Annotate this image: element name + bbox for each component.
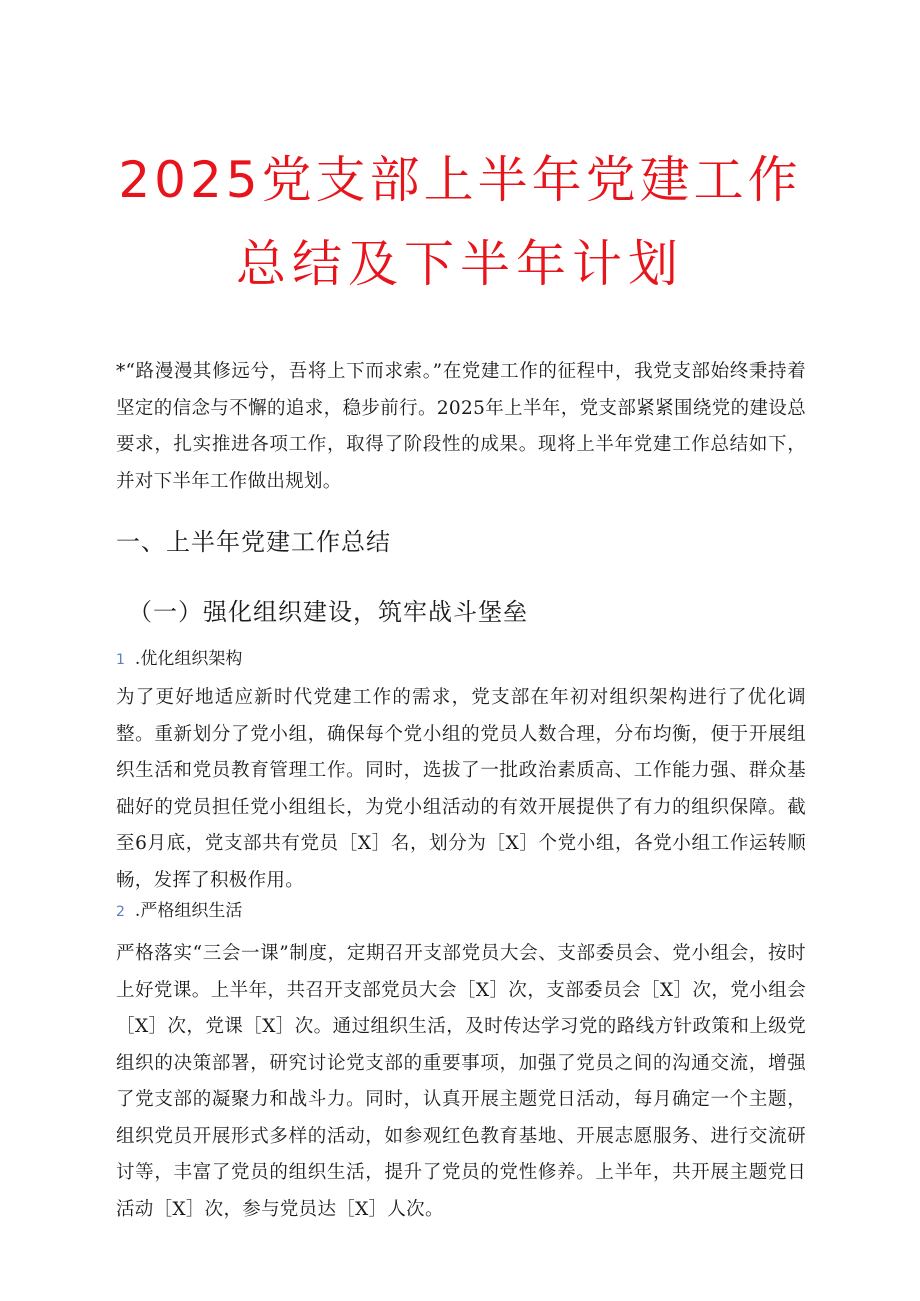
document-title-line1: 2025党支部上半年党建工作: [118, 151, 802, 209]
item-title: .严格组织生活: [134, 901, 243, 921]
list-number: 2: [116, 904, 125, 920]
body-paragraph: 为了更好地适应新时代党建工作的需求，党支部在年初对组织架构进行了优化调整。重新划分了党小组，确保每个党小组的党员人数合理，分布均衡，便于开展组织生活和党员教育管理工作。同时，选拔了一批政治素质高、工作能力强、群众基础好的党员担任党小组组长，为党小组活动的有效开展提供了有力的组织保障。截至6月底，党支部共有党员［X］名，划分为［X］个党小组，各党小组工作运转顺畅，发挥了积极作用。: [116, 687, 806, 891]
document-title-line2: 总结及下半年计划: [236, 235, 684, 293]
item-title: .优化组织架构: [134, 649, 243, 669]
subsection-heading: （一）强化组织建设，筑牢战斗堡垒: [128, 598, 528, 626]
section-heading: 一、上半年党建工作总结: [116, 528, 391, 556]
body-paragraph: 严格落实“三会一课”制度，定期召开支部党员大会、支部委员会、党小组会，按时上好党课。上半年，共召开支部党员大会［X］次，支部委员会［X］次，党小组会［X］次，党课［X］次。通过组织生活，及时传达学习党的路线方针政策和上级党组织的决策部署，研究讨论党支部的重要事项，加强了党员之间的沟通交流，增强了党支部的凝聚力和战斗力。同时，认真开展主题党日活动，每月确定一个主题，组织党员开展形式多样的活动，如参观红色教育基地、开展志愿服务、进行交流研讨等，丰富了党员的组织生活，提升了党员的党性修养。上半年，共开展主题党日活动［X］次，参与党员达［X］人次。: [116, 943, 806, 1220]
intro-paragraph: *“路漫漫其修远兮，吾将上下而求索。”在党建工作的征程中，我党支部始终秉持着坚定的信念与不懈的追求，稳步前行。2025年上半年，党支部紧紧围绕党的建设总要求，扎实推进各项工作，取得了阶段性的成果。现将上半年党建工作总结如下，并对下半年工作做出规划。: [116, 361, 806, 492]
item-heading-2: [116, 896, 242, 927]
list-number: 1: [116, 652, 125, 668]
item-heading-1: [116, 644, 242, 675]
